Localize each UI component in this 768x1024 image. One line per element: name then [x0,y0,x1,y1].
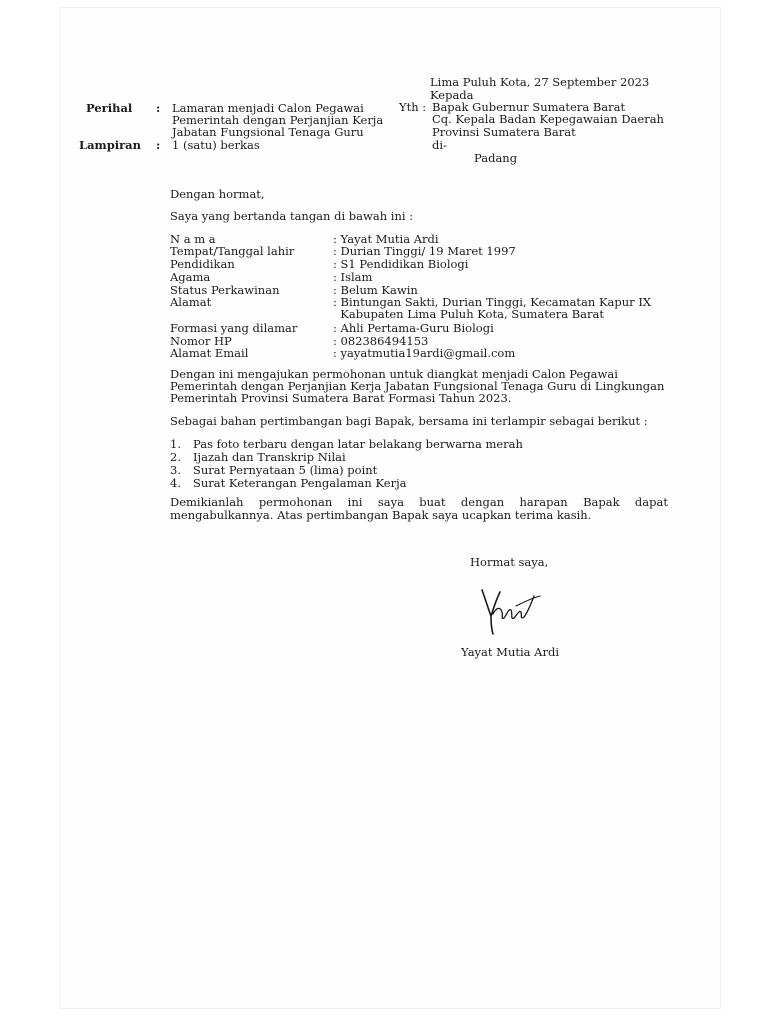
attachments-intro: Sebagai bahan pertimbangan bagi Bapak, bersama ini terlampir sebagai berikut : [170,414,648,428]
field-value: : 082386494153 [333,334,429,348]
date-line: Lima Puluh Kota, 27 September 2023 [430,75,650,89]
field-value: : yayatmutia19ardi@gmail.com [333,346,516,360]
salutation: Hormat saya, [470,555,549,569]
closing-line: mengabulkannya. Atas pertimbangan Bapak saya ucapkan terima kasih. [170,508,592,522]
field-value: : Ahli Pertama-Guru Biologi [333,321,494,335]
field-value: : S1 Pendidikan Biologi [333,257,469,271]
closing-line: Demikianlah permohonan ini saya buat dengan harapan Bapak dapat [170,495,668,509]
field-label: Tempat/Tanggal lahir [170,244,295,258]
field-label: Pendidikan [170,257,235,271]
to-word: Kepada [430,88,474,102]
lampiran-label: Lampiran [79,138,141,152]
greeting: Dengan hormat, [170,187,265,201]
signature-scribble [476,584,546,638]
field-value: : Durian Tinggi/ 19 Maret 1997 [333,244,516,258]
perihal-line: Pemerintah dengan Perjanjian Kerja [172,113,384,127]
field-label: N a m a [170,232,216,246]
attachment-text: Surat Pernyataan 5 (lima) point [193,463,378,477]
perihal-colon: : [156,101,161,115]
perihal-line: Lamaran menjadi Calon Pegawai [172,101,364,115]
attachment-number: 4. [170,476,181,490]
field-label: Agama [170,270,211,284]
lampiran-value: 1 (satu) berkas [172,138,260,152]
attachment-number: 2. [170,450,181,464]
field-label: Alamat Email [170,346,249,360]
perihal-line: Jabatan Fungsional Tenaga Guru [172,125,364,139]
paragraph-line: Pemerintah dengan Perjanjian Kerja Jabatan Fungsional Tenaga Guru di Lingkungan [170,379,665,393]
paragraph-line: Pemerintah Provinsi Sumatera Barat Formasi Tahun 2023. [170,391,512,405]
field-value: : Yayat Mutia Ardi [333,232,439,246]
field-value: : Belum Kawin [333,283,418,297]
field-value: : Islam [333,270,373,284]
attachment-text: Surat Keterangan Pengalaman Kerja [193,476,407,490]
field-label: Alamat [170,295,212,309]
signatory-name: Yayat Mutia Ardi [461,645,560,659]
lampiran-colon: : [156,138,161,152]
attachment-number: 1. [170,437,181,451]
yth-label: Yth : [399,100,427,114]
recipient-line: Provinsi Sumatera Barat [432,125,576,139]
field-label: Formasi yang dilamar [170,321,298,335]
perihal-label: Perihal [86,101,133,115]
recipient-line: Bapak Gubernur Sumatera Barat [432,100,626,114]
field-value: : Bintungan Sakti, Durian Tinggi, Kecamatan Kapur IX [333,295,652,309]
field-value: Kabupaten Lima Puluh Kota, Sumatera Barat [333,307,605,321]
field-label: Nomor HP [170,334,232,348]
recipient-line: Cq. Kepala Badan Kepegawaian Daerah [432,112,664,126]
attachment-text: Ijazah dan Transkrip Nilai [193,450,346,464]
paragraph-line: Dengan ini mengajukan permohonan untuk diangkat menjadi Calon Pegawai [170,367,618,381]
intro-line: Saya yang bertanda tangan di bawah ini : [170,209,414,223]
recipient-line: di- [432,138,447,152]
field-label: Status Perkawinan [170,283,280,297]
recipient-city: Padang [474,151,518,165]
attachment-text: Pas foto terbaru dengan latar belakang berwarna merah [193,437,523,451]
attachment-number: 3. [170,463,181,477]
